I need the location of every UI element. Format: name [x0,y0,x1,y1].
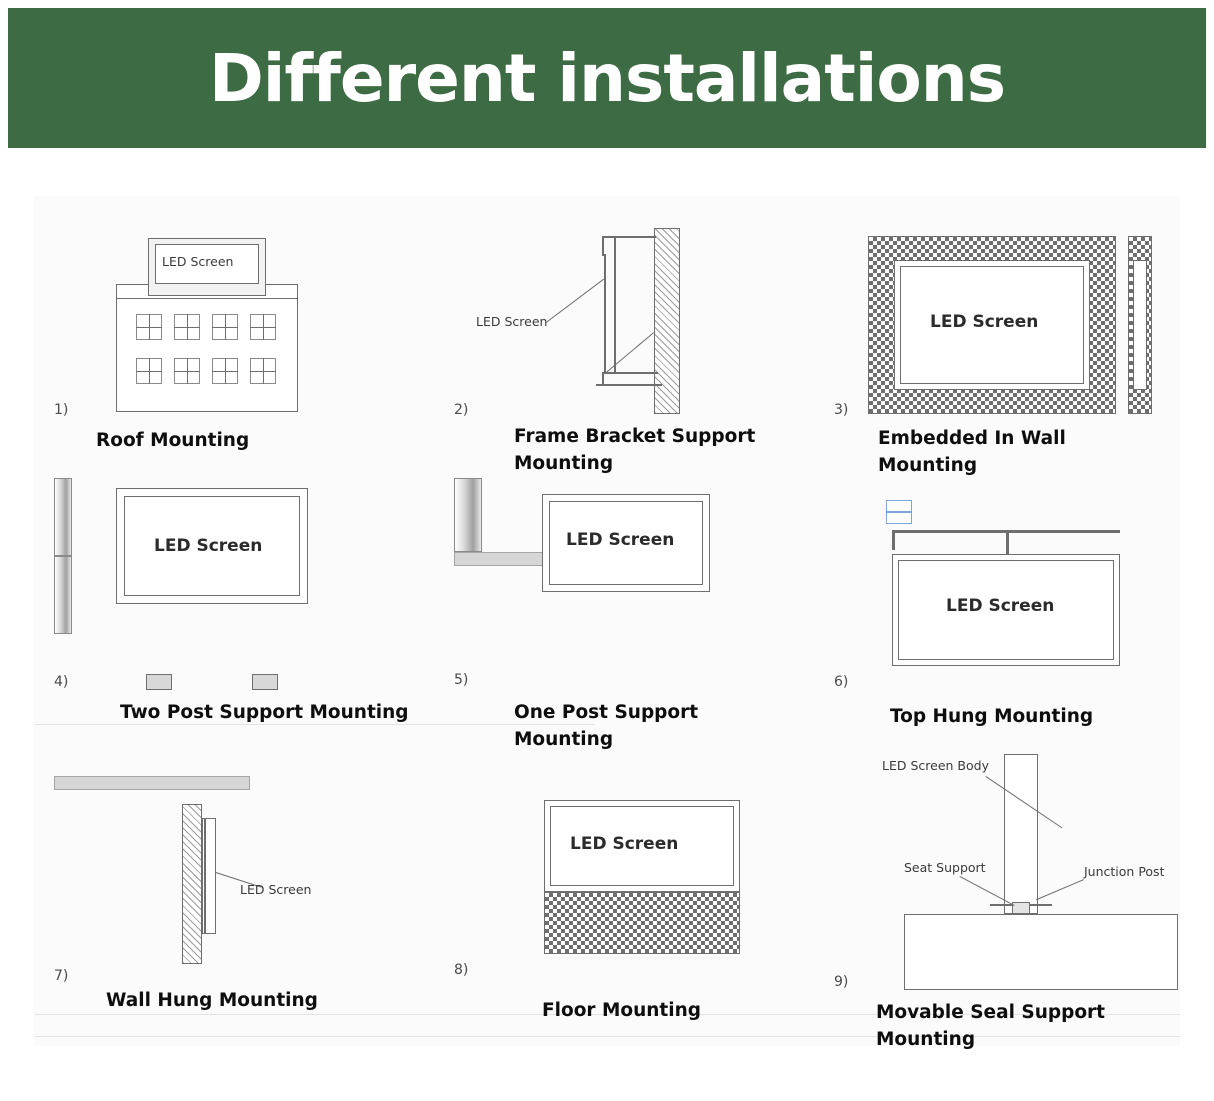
screen-label: LED Screen [154,536,263,556]
figure-roof-mounting [54,214,384,454]
figure-caption: Embedded In Wall Mounting [878,428,1066,476]
screen-label: LED Screen [162,254,234,269]
screen-label: LED Screen [240,882,312,897]
figure-wall-hung [54,776,384,1036]
figure-caption: One Post Support Mounting [514,702,699,750]
roof-mounting-icon [54,214,384,454]
figure-floor-mounting [454,776,794,1036]
diagram-panel [34,196,1180,1050]
figure-one-post [454,478,794,750]
figure-number: 6) [834,674,849,690]
figure-caption: Wall Hung Mounting [106,990,318,1011]
figure-embedded-wall [834,214,1174,476]
figure-number: 8) [454,962,469,978]
figure-number: 3) [834,402,849,418]
top-hung-icon [834,478,1174,728]
frame-bracket-icon [454,214,794,454]
figure-number: 5) [454,672,469,688]
figure-number: 2) [454,402,469,418]
page-title: Different installations [209,39,1005,117]
figure-frame-bracket [454,214,794,474]
annotation-junction-post: Junction Post [1084,864,1165,879]
figure-caption: Frame Bracket Support Mounting [514,426,756,474]
annotation-seat-support: Seat Support [904,860,986,875]
figure-number: 9) [834,974,849,990]
figure-two-post [54,478,409,728]
floor-mount-icon [454,776,794,1036]
figure-caption: Top Hung Mounting [890,706,1094,727]
annotation-led-screen-body: LED Screen Body [882,758,989,773]
movable-seal-support-icon [834,744,1180,1044]
screen-label: LED Screen [930,312,1039,332]
screen-label: LED Screen [476,314,548,329]
page-header [8,8,1206,148]
figure-number: 4) [54,674,69,690]
figure-caption: Floor Mounting [542,1000,702,1021]
screen-label: LED Screen [570,834,679,854]
figure-number: 7) [54,968,69,984]
figure-top-hung [834,478,1174,728]
figure-caption: Roof Mounting [96,430,250,451]
figure-caption: Movable Seal Support Mounting [876,1002,1106,1050]
one-post-icon [454,478,794,728]
figure-movable-seal [834,744,1180,1050]
screen-label: LED Screen [946,596,1055,616]
screen-label: LED Screen [566,530,675,550]
embedded-wall-icon [834,214,1174,454]
two-post-icon [54,478,384,728]
figure-caption: Two Post Support Mounting [120,702,409,723]
figure-number: 1) [54,402,69,418]
